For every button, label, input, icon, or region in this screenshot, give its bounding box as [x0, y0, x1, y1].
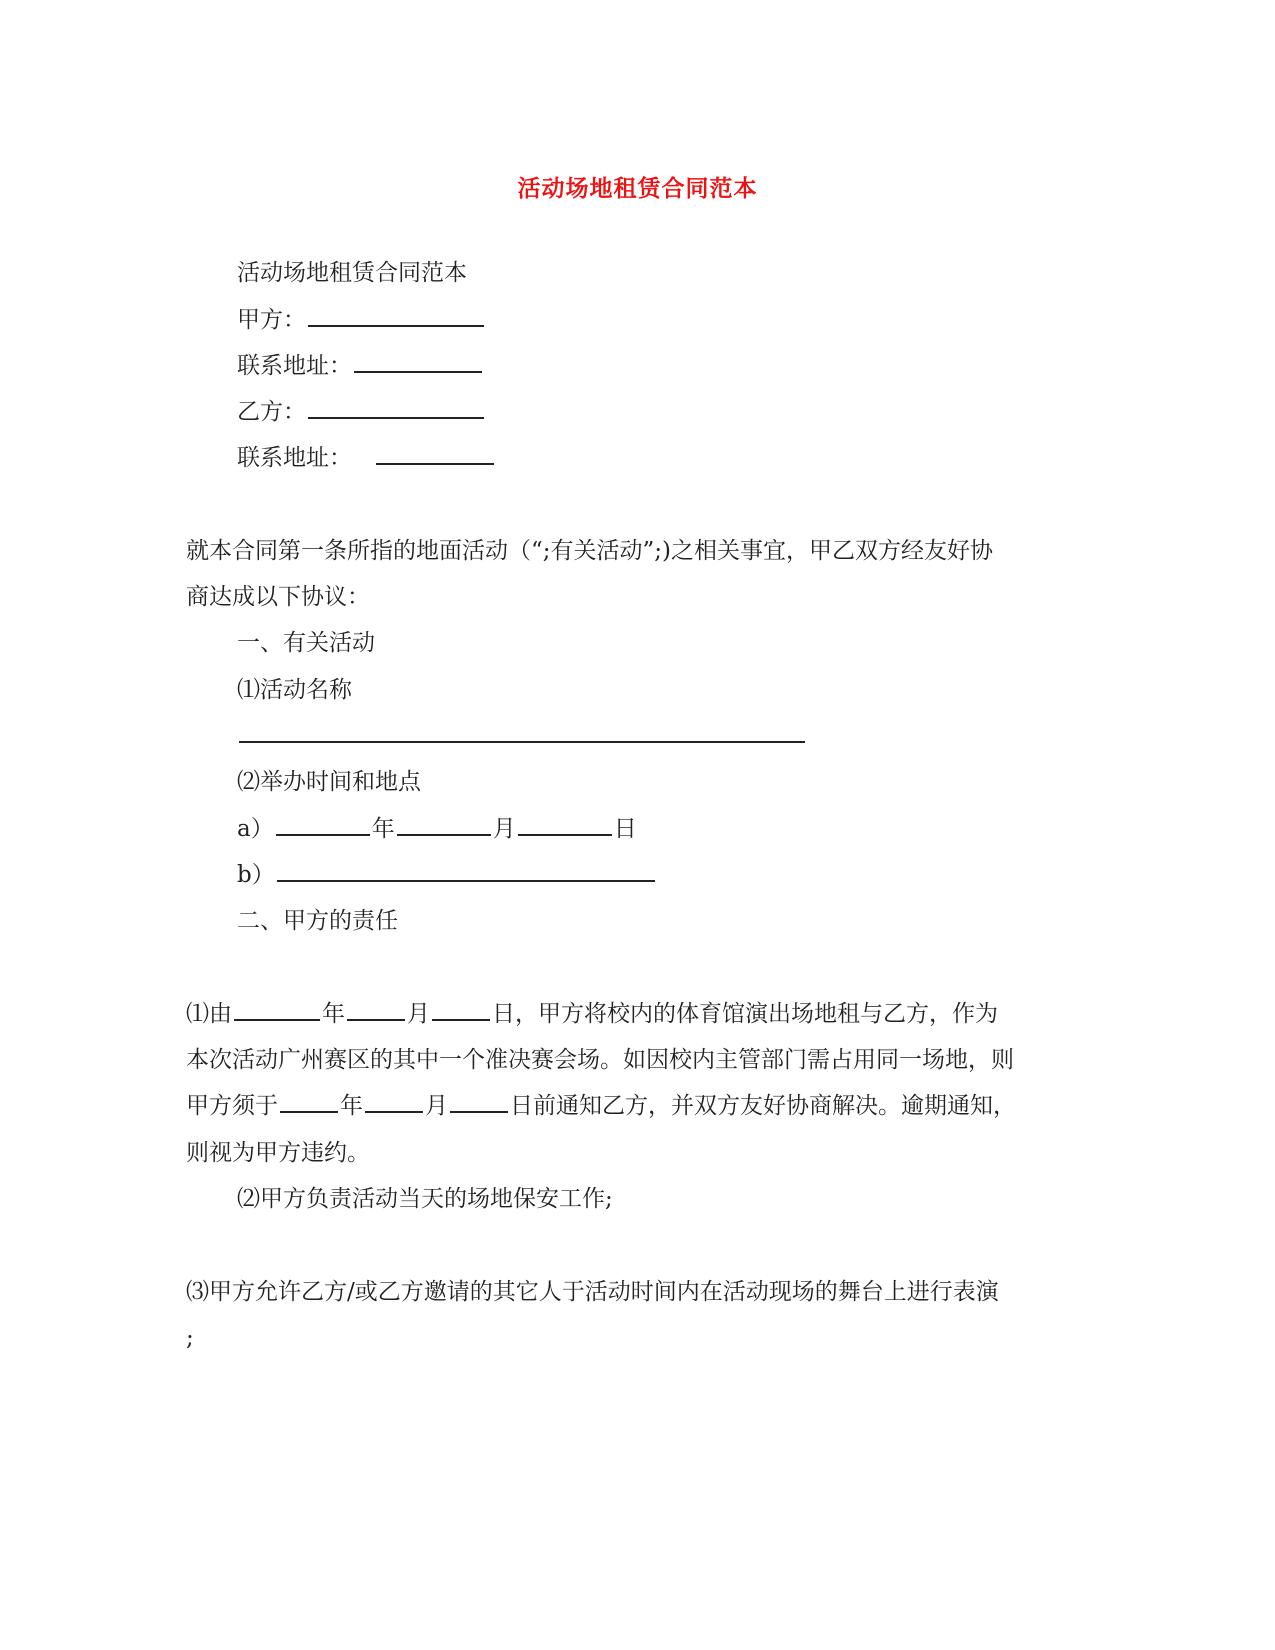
year-label: 年 [371, 816, 395, 842]
notice-day-blank [450, 1091, 508, 1113]
party-b-line [237, 397, 486, 427]
notice-month: 月 [425, 1093, 448, 1119]
clause-1-line-2: 本次活动广州赛区的其中一个准决赛会场。如因校内主管部门需占用同一场地，则 [186, 1047, 1014, 1073]
address-b-line [237, 443, 496, 473]
address-b-blank [376, 443, 494, 465]
clause-1-line-1 [186, 999, 998, 1029]
clause-1-notice-start: 甲方须于 [186, 1093, 278, 1119]
address-b-label: 联系地址： [237, 445, 352, 471]
place-prefix: b） [237, 862, 275, 888]
section-2-heading: 二、甲方的责任 [237, 908, 398, 934]
date-line [237, 814, 637, 844]
clause-1-line-4: 则视为甲方违约。 [186, 1140, 370, 1166]
clause-3-line-1: ⑶甲方允许乙方/或乙方邀请的其它人于活动时间内在活动现场的舞台上进行表演 [186, 1279, 999, 1305]
clause-3-line-2: ; [186, 1325, 194, 1351]
party-a-line [237, 305, 486, 335]
day-blank [518, 814, 612, 836]
clause-1-notice-end: 日前通知乙方，并双方友好协商解决。逾期通知， [510, 1093, 1016, 1119]
party-b-blank [308, 397, 484, 419]
year-blank [276, 814, 370, 836]
clause-1-year-blank [234, 999, 320, 1021]
time-place-label: ⑵举办时间和地点 [237, 769, 421, 795]
clause-1-day-blank [432, 999, 490, 1021]
clause-2: ⑵甲方负责活动当天的场地保安工作; [237, 1186, 613, 1212]
clause-1-start: ⑴由 [186, 1001, 232, 1027]
notice-year: 年 [340, 1093, 363, 1119]
place-blank [277, 860, 655, 882]
address-a-blank [354, 351, 482, 373]
address-a-label: 联系地址： [237, 353, 352, 379]
clause-1-line-3 [186, 1091, 1016, 1121]
address-a-line [237, 351, 484, 381]
activity-name-label: ⑴活动名称 [237, 677, 352, 703]
intro-line-1: 就本合同第一条所指的地面活动（“;有关活动”;)之相关事宜，甲乙双方经友好协 [186, 538, 993, 564]
notice-year-blank [280, 1091, 338, 1113]
intro-line-2: 商达成以下协议： [186, 584, 370, 610]
party-b-label: 乙方： [237, 399, 306, 425]
day-label: 日 [613, 816, 637, 842]
activity-name-blank-line [237, 721, 807, 751]
document-title: 活动场地租赁合同范本 [517, 175, 758, 202]
party-a-blank [308, 305, 484, 327]
clause-1-year: 年 [322, 1001, 345, 1027]
month-blank [397, 814, 491, 836]
subtitle: 活动场地租赁合同范本 [237, 260, 467, 286]
clause-1-month-blank [347, 999, 405, 1021]
date-prefix: a） [237, 816, 274, 842]
notice-month-blank [365, 1091, 423, 1113]
section-1-heading: 一、有关活动 [237, 630, 375, 656]
clause-1-month: 月 [407, 1001, 430, 1027]
activity-name-blank [239, 721, 805, 743]
party-a-label: 甲方： [237, 307, 306, 333]
clause-1-end: 日，甲方将校内的体育馆演出场地租与乙方，作为 [492, 1001, 998, 1027]
place-line [237, 860, 657, 890]
month-label: 月 [492, 816, 516, 842]
